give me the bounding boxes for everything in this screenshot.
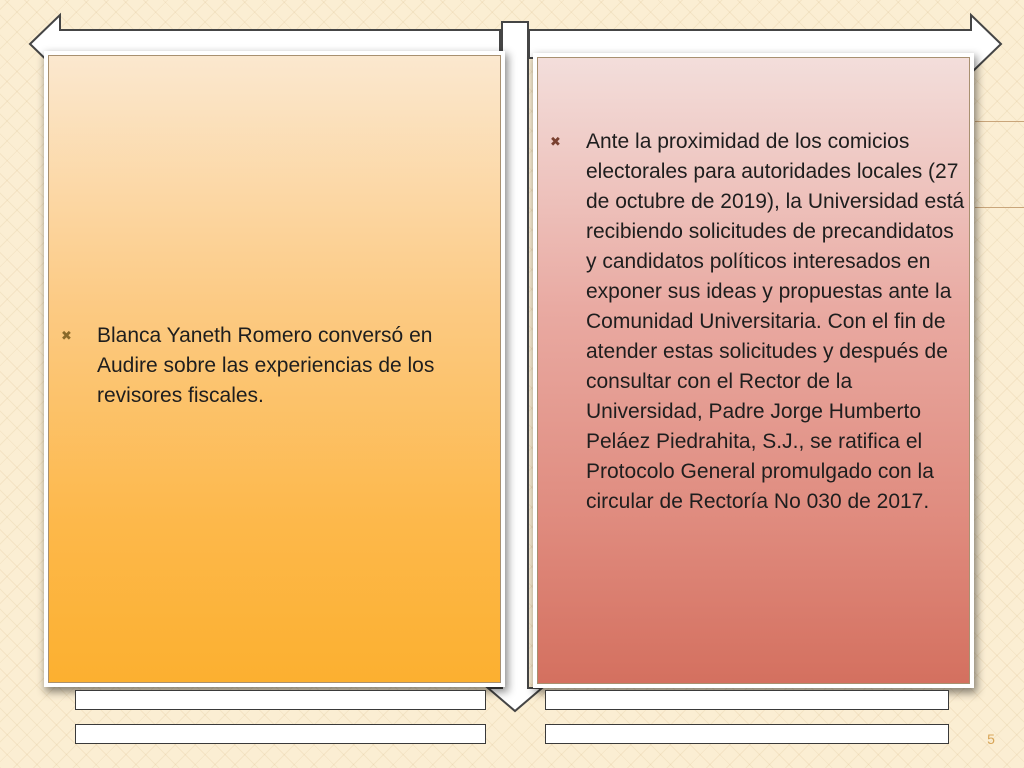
page-number: 5 — [987, 731, 995, 747]
right-bullet-text: Ante la proximidad de los comicios electorales para autoridades locales (27 de octubre de 2019), la Universidad está recibiendo solicitudes de precandidatos y candidatos políticos interesados en exponer sus ideas y propuestas ante la Comunidad Universitaria. Con el fin de atender estas solicitudes y después de consultar con el Rector de la Universidad, Padre Jorge Humberto Peláez Piedrahita, S.J., se ratifica el Protocolo General promulgado con la circular de Rectoría No 030 de 2017. — [586, 130, 965, 513]
x-mark-icon: ✖ — [550, 134, 561, 149]
left-footer-box-bottom — [75, 724, 486, 744]
right-content-panel — [537, 57, 970, 684]
left-footer-box-top — [75, 690, 486, 710]
left-bullet-item — [61, 321, 491, 411]
left-content-panel — [48, 55, 501, 683]
x-mark-icon: ✖ — [61, 328, 72, 343]
right-footer-box-bottom — [545, 724, 949, 744]
right-footer-box-top — [545, 690, 949, 710]
left-bullet-text: Blanca Yaneth Romero conversó en Audire sobre las experiencias de los revisores fiscales. — [97, 324, 435, 407]
right-bullet-item — [550, 127, 968, 517]
